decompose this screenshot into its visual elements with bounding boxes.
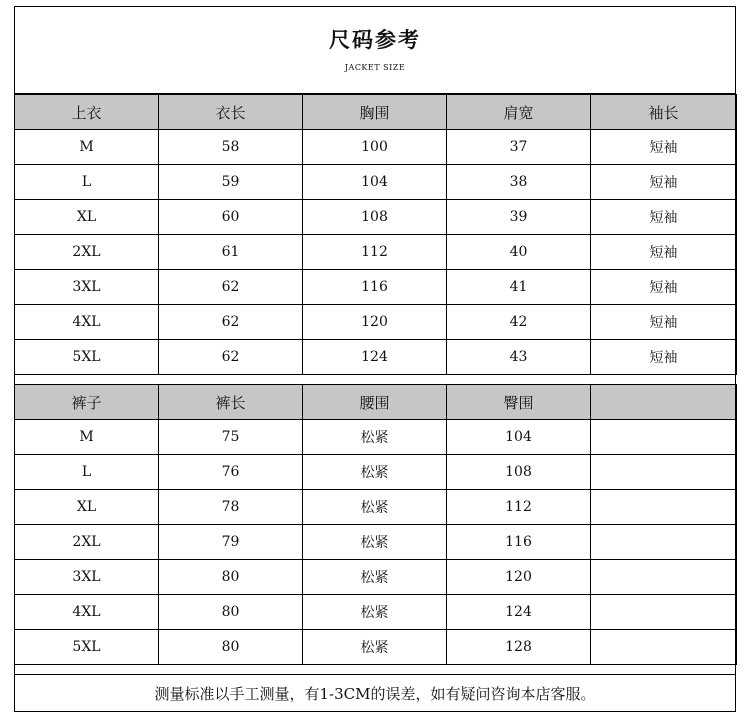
jacket-cell: 43 [447,340,591,375]
pants-cell: 116 [447,525,591,560]
pants-cell: 2XL [15,525,159,560]
pants-cell: 松紧 [303,455,447,490]
jacket-cell: 短袖 [591,270,737,305]
pants-cell: XL [15,490,159,525]
jacket-cell: 短袖 [591,165,737,200]
pants-cell: 5XL [15,630,159,665]
jacket-cell: 42 [447,305,591,340]
outer-border [14,6,736,712]
pants-header-cell: 腰围 [303,385,447,420]
jacket-header-cell: 肩宽 [447,95,591,130]
jacket-cell: 短袖 [591,235,737,270]
jacket-cell: 112 [303,235,447,270]
jacket-header-cell: 上衣 [15,95,159,130]
pants-cell: 108 [447,455,591,490]
jacket-header-cell: 袖长 [591,95,737,130]
pants-cell: 松紧 [303,490,447,525]
jacket-header-cell: 衣长 [159,95,303,130]
jacket-cell: 39 [447,200,591,235]
measurement-note: 测量标准以手工测量，有1-3CM的误差，如有疑问咨询本店客服。 [14,674,736,712]
pants-cell: 松紧 [303,560,447,595]
pants-cell: 120 [447,560,591,595]
jacket-cell: L [15,165,159,200]
jacket-cell: 短袖 [591,200,737,235]
pants-header-cell: 裤长 [159,385,303,420]
pants-cell: 78 [159,490,303,525]
jacket-cell: 58 [159,130,303,165]
pants-cell: L [15,455,159,490]
jacket-cell: 41 [447,270,591,305]
jacket-cell: 59 [159,165,303,200]
jacket-cell: 38 [447,165,591,200]
pants-header-cell: 裤子 [15,385,159,420]
pants-cell: 112 [447,490,591,525]
jacket-cell: 短袖 [591,340,737,375]
pants-cell: 松紧 [303,420,447,455]
pants-cell: 104 [447,420,591,455]
pants-cell: 128 [447,630,591,665]
pants-header-cell: 臀围 [447,385,591,420]
pants-cell: 3XL [15,560,159,595]
pants-cell: 80 [159,560,303,595]
jacket-cell: 104 [303,165,447,200]
pants-cell: 75 [159,420,303,455]
jacket-cell: 40 [447,235,591,270]
jacket-cell: 120 [303,305,447,340]
page-title: 尺码参考 [329,27,421,52]
pants-cell: 124 [447,595,591,630]
jacket-cell: 62 [159,270,303,305]
jacket-cell: 124 [303,340,447,375]
jacket-cell: 短袖 [591,305,737,340]
jacket-cell: XL [15,200,159,235]
pants-cell: M [15,420,159,455]
pants-cell: 4XL [15,595,159,630]
pants-cell: 76 [159,455,303,490]
jacket-cell: 116 [303,270,447,305]
jacket-cell: 3XL [15,270,159,305]
jacket-cell: 4XL [15,305,159,340]
pants-cell: 松紧 [303,595,447,630]
jacket-header-cell: 胸围 [303,95,447,130]
jacket-cell: M [15,130,159,165]
jacket-cell: 37 [447,130,591,165]
pants-cell: 80 [159,595,303,630]
pants-cell: 80 [159,630,303,665]
jacket-cell: 62 [159,340,303,375]
page-subtitle: JACKET SIZE [344,63,406,72]
jacket-cell: 60 [159,200,303,235]
jacket-cell: 61 [159,235,303,270]
pants-cell: 松紧 [303,525,447,560]
jacket-cell: 短袖 [591,130,737,165]
pants-cell: 松紧 [303,630,447,665]
jacket-cell: 5XL [15,340,159,375]
pants-cell: 79 [159,525,303,560]
size-chart [14,6,736,712]
jacket-cell: 2XL [15,235,159,270]
jacket-cell: 100 [303,130,447,165]
jacket-cell: 62 [159,305,303,340]
jacket-cell: 108 [303,200,447,235]
